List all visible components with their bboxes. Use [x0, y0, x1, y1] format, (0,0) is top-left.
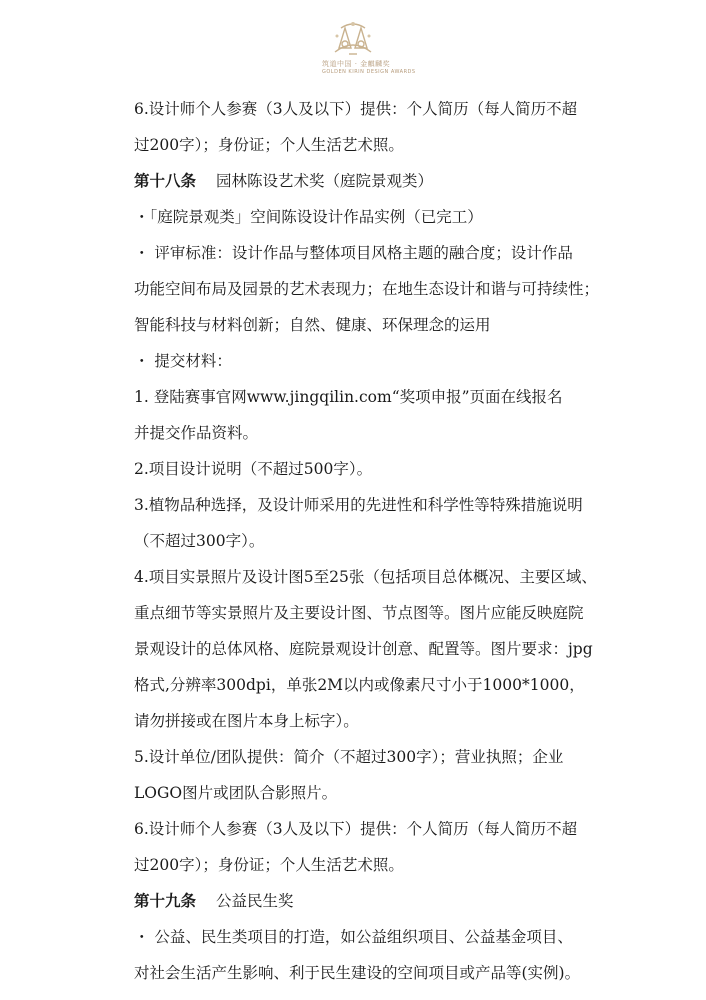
text-line: 3.植物品种选择，及设计师采用的先进性和科学性等特殊措施说明	[134, 496, 583, 514]
text-line: 过200字）；身份证；个人生活艺术照。	[134, 136, 404, 154]
text-line: 重点细节等实景照片及主要设计图、节点图等。图片应能反映庭院	[134, 604, 584, 622]
text-line: 智能科技与材料创新；自然、健康、环保理念的运用	[134, 316, 491, 334]
text-line: 6.设计师个人参赛（3人及以下）提供：个人简历（每人简历不超	[134, 100, 578, 118]
article-heading	[134, 172, 433, 190]
text-line: 景观设计的总体风格、庭院景观设计创意、配置等。图片要求：jpg	[134, 640, 593, 658]
text-line: 5.设计单位/团队提供：简介（不超过300字）；营业执照；企业	[134, 748, 564, 766]
article-title: 园林陈设艺术奖（庭院景观类）	[216, 172, 434, 190]
article-title: 公益民生奖	[216, 892, 294, 910]
text-line: 功能空间布局及园景的艺术表现力；在地生态设计和谐与可持续性；	[134, 280, 600, 298]
text-line: ・ 评审标准：设计作品与整体项目风格主题的融合度；设计作品	[134, 244, 573, 262]
text-line: 6.设计师个人参赛（3人及以下）提供：个人简历（每人简历不超	[134, 820, 578, 838]
text-line: 4.项目实景照片及设计图5至25张（包括项目总体概况、主要区域、	[134, 568, 597, 586]
text-line: 请勿拼接或在图片本身上标字）。	[134, 712, 359, 730]
article-heading	[134, 892, 294, 910]
text-line: 过200字）；身份证；个人生活艺术照。	[134, 856, 404, 874]
text-line: （不超过300字）。	[134, 532, 265, 550]
article-number: 第十九条	[134, 891, 197, 910]
text-line: ・「庭院景观类」空间陈设设计作品实例（已完工）	[134, 208, 483, 226]
text-line: 对社会生活产生影响、利于民生建设的空间项目或产品等(实例)。	[134, 964, 581, 982]
text-line: 格式,分辨率300dpi，单张2M以内或像素尺寸小于1000*1000，	[134, 676, 585, 694]
article-number: 第十八条	[134, 171, 197, 190]
text-line: ・ 提交材料：	[134, 352, 232, 370]
brand-logo	[322, 18, 416, 80]
logo-caption: 筑道中国 · 金麒麟奖	[322, 60, 391, 68]
text-line: 1. 登陆赛事官网www.jingqilin.com“奖项申报”页面在线报名	[134, 388, 563, 406]
text-line: 2.项目设计说明（不超过500字）。	[134, 460, 373, 478]
text-line: 并提交作品资料。	[134, 424, 259, 442]
kirin-emblem-icon	[331, 18, 375, 60]
logo-subcaption: GOLDEN KIRIN DESIGN AWARDS	[322, 69, 416, 75]
text-line: LOGO图片或团队合影照片。	[134, 784, 338, 802]
text-line: ・ 公益、民生类项目的打造，如公益组织项目、公益基金项目、	[134, 928, 573, 946]
